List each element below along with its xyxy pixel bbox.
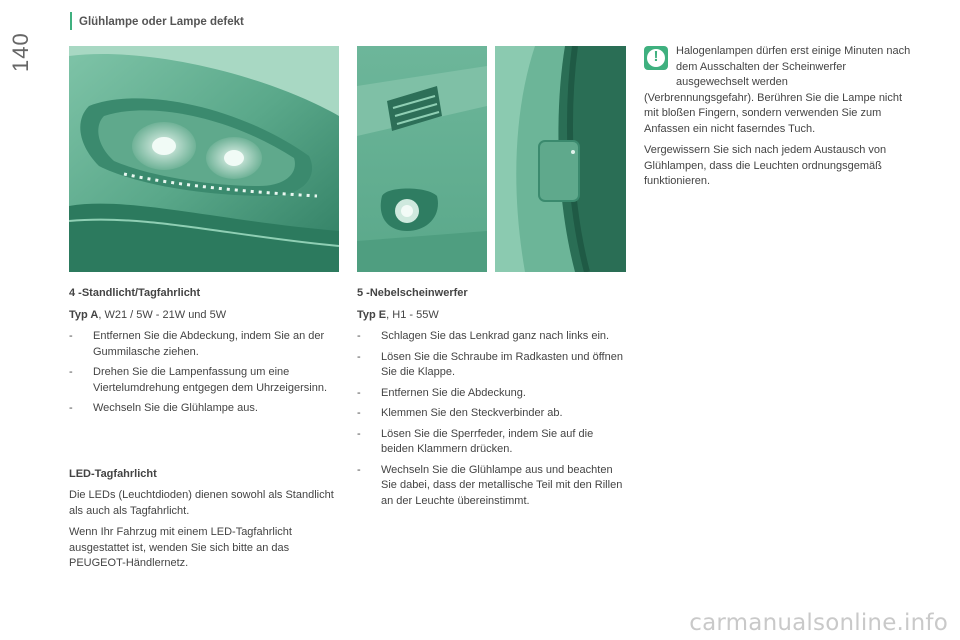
list-item: - Lösen Sie die Sperrfeder, indem Sie auf die beiden Klammern drücken. — [357, 427, 594, 455]
list-item: - Entfernen Sie die Abdeckung, indem Sie an der Gummilasche ziehen. — [69, 330, 325, 358]
headlamp-photo — [69, 46, 339, 272]
list-item: - Klemmen Sie den Steckverbinder ab. — [357, 407, 563, 419]
warning-text-first: Halogenlampen dürfen erst einige Minuten nach dem Ausschalten der Scheinwerfer ausgewechselt werden — [676, 45, 911, 88]
section5-heading: 5 -Nebelscheinwerfer — [357, 287, 468, 299]
section-nebelscheinwerfer — [357, 286, 627, 514]
led-paragraph-1: Die LEDs (Leuchtdioden) dienen sowohl als Standlicht als auch als Tagfahrlicht. — [69, 489, 334, 517]
section-led — [69, 467, 334, 572]
section4-type-spec: , W21 / 5W - 21W und 5W — [98, 308, 227, 321]
section4-type-label: Typ A — [69, 308, 99, 321]
step-text: Drehen Sie die Lampenfassung um eine Viertelumdrehung entgegen dem Uhrzeigersinn. — [93, 366, 327, 394]
step-text: Wechseln Sie die Glühlampe aus. — [93, 402, 258, 414]
page-title: Glühlampe oder Lampe defekt — [79, 16, 244, 28]
led-paragraph-2: Wenn Ihr Fahrzug mit einem LED-Tagfahrlicht ausgestattet ist, wenden Sie sich bitte an das PEUGEOT-Händlernetz. — [69, 526, 292, 569]
warning-box — [644, 44, 914, 196]
step-text: Lösen Sie die Sperrfeder, indem Sie auf die beiden Klammern drücken. — [381, 427, 594, 455]
page-number: 140 — [8, 32, 33, 72]
watermark: carmanualsonline.info — [689, 610, 948, 636]
fog-lamp-photo — [357, 46, 487, 272]
wheel-arch-photo — [495, 46, 626, 272]
step-text: Klemmen Sie den Steckverbinder ab. — [381, 407, 563, 419]
step-text: Entfernen Sie die Abdeckung. — [381, 386, 526, 399]
list-item: - Drehen Sie die Lampenfassung um eine Viertelumdrehung entgegen dem Uhrzeigersinn. — [69, 366, 327, 394]
list-item: - Wechseln Sie die Glühlampe aus. — [69, 402, 258, 414]
header-accent-bar — [70, 12, 72, 30]
section4-heading: 4 -Standlicht/Tagfahrlicht — [69, 287, 201, 299]
section5-type — [357, 308, 627, 324]
section4-type — [69, 308, 334, 324]
led-heading: LED-Tagfahrlicht — [69, 467, 157, 480]
step-text: Schlagen Sie das Lenkrad ganz nach links ein. — [381, 330, 610, 342]
list-item: - Entfernen Sie die Abdeckung. — [357, 386, 526, 399]
section5-type-label: Typ E — [357, 308, 387, 321]
step-text: Wechseln Sie die Glühlampe aus und beachten Sie dabei, dass der metallische Teil mit den Rillen an der Leuchte übereinstimmt. — [381, 463, 623, 507]
list-item: - Wechseln Sie die Glühlampe aus und beachten Sie dabei, dass der metallische Teil mit den Rillen an der Leuchte übereinstimmt. — [357, 463, 623, 507]
list-item: - Schlagen Sie das Lenkrad ganz nach links ein. — [357, 330, 610, 342]
section-standlicht — [69, 286, 334, 578]
section5-type-spec: , H1 - 55W — [386, 308, 439, 321]
warning-text-2: Vergewissern Sie sich nach jedem Austausch von Glühlampen, dass die Leuchten ordnungsgemäß funktionieren. — [644, 144, 887, 187]
step-text: Lösen Sie die Schraube im Radkasten und öffnen Sie die Klappe. — [381, 350, 623, 378]
warning-text-rest: (Verbrennungsgefahr). Berühren Sie die Lampe nicht mit bloßen Fingern, sondern verwenden Sie zum Anfassen ein nicht faserndes Tuch. — [644, 91, 903, 135]
step-text: Entfernen Sie die Abdeckung, indem Sie an der Gummilasche ziehen. — [93, 330, 325, 358]
list-item: - Lösen Sie die Schraube im Radkasten und öffnen Sie die Klappe. — [357, 350, 623, 378]
